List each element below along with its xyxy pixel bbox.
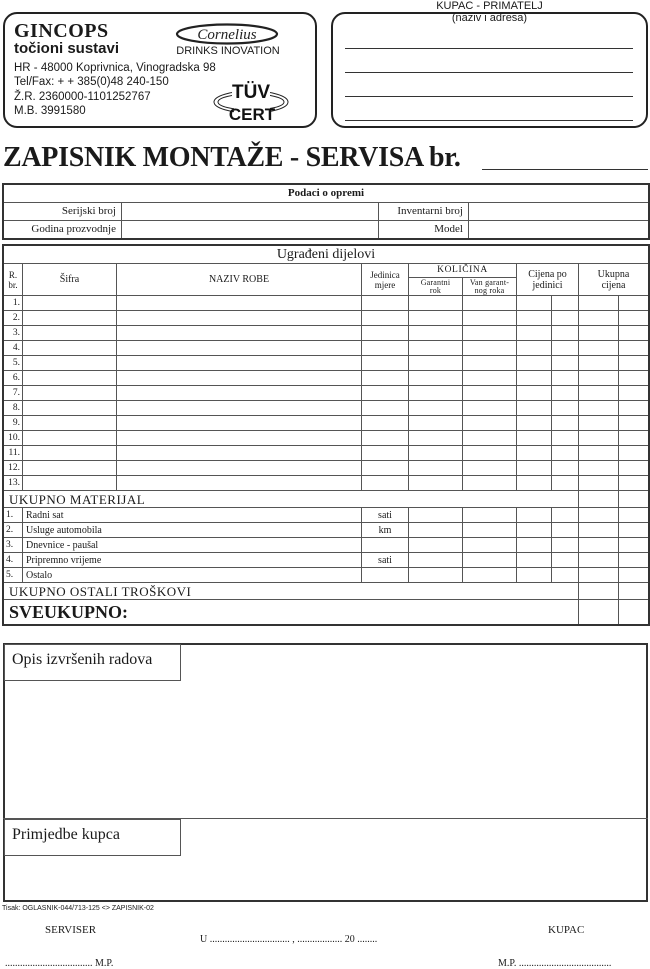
cijena-cell-b[interactable] xyxy=(552,296,579,311)
cijena-cell-b[interactable] xyxy=(552,446,579,461)
row-number: 2. xyxy=(4,311,23,326)
ukupna-cell-b[interactable] xyxy=(619,371,649,386)
service-label: Dnevnice - paušal xyxy=(23,538,362,553)
van-garancije-cell[interactable] xyxy=(463,461,517,476)
ukupna-cell-b[interactable] xyxy=(619,311,649,326)
sifra-cell[interactable] xyxy=(23,476,117,491)
row-number: 6. xyxy=(4,371,23,386)
ukupna-cell[interactable] xyxy=(579,371,619,386)
garantni-cell[interactable] xyxy=(409,523,463,538)
ukupna-cell-b[interactable] xyxy=(619,446,649,461)
buyer-line-3[interactable] xyxy=(345,96,633,97)
serviser-label: SERVISER xyxy=(45,924,97,936)
garantni-cell[interactable] xyxy=(409,341,463,356)
garantni-cell[interactable] xyxy=(409,416,463,431)
model-field[interactable] xyxy=(469,221,649,239)
garantni-cell[interactable] xyxy=(409,553,463,568)
total-other-value[interactable] xyxy=(579,583,619,600)
service-unit: sati xyxy=(362,553,409,568)
row-number: 4. xyxy=(4,341,23,356)
jedinica-cell[interactable] xyxy=(362,401,409,416)
cijena-cell-b[interactable] xyxy=(552,371,579,386)
van-garancije-cell[interactable] xyxy=(463,508,517,523)
service-number: 3. xyxy=(4,538,23,553)
page-title: ZAPISNIK MONTAŽE - SERVISA br. xyxy=(3,142,461,173)
buyer-subtitle: (naziv i adresa) xyxy=(451,12,528,24)
sifra-cell[interactable] xyxy=(23,296,117,311)
ukupna-cell-b[interactable] xyxy=(619,431,649,446)
cijena-cell[interactable] xyxy=(517,401,552,416)
table-row xyxy=(4,326,649,341)
buyer-line-2[interactable] xyxy=(345,72,633,73)
table-row xyxy=(4,296,649,311)
cijena-cell[interactable] xyxy=(517,431,552,446)
table-row xyxy=(4,386,649,401)
van-garancije-cell[interactable] xyxy=(463,538,517,553)
naziv-cell[interactable] xyxy=(117,326,362,341)
cijena-cell-b[interactable] xyxy=(552,508,579,523)
ukupna-cell-b[interactable] xyxy=(619,568,649,583)
service-label: Usluge automobila xyxy=(23,523,362,538)
service-number: 5. xyxy=(4,568,23,583)
garantni-cell[interactable] xyxy=(409,401,463,416)
naziv-cell[interactable] xyxy=(117,476,362,491)
total-material-value[interactable] xyxy=(579,491,619,508)
sifra-cell[interactable] xyxy=(23,401,117,416)
naziv-cell[interactable] xyxy=(117,341,362,356)
col-cijena xyxy=(517,264,579,296)
service-label: Radni sat xyxy=(23,508,362,523)
garantni-cell[interactable] xyxy=(409,296,463,311)
table-row xyxy=(4,311,649,326)
cijena-cell[interactable] xyxy=(517,446,552,461)
van-garancije-cell[interactable] xyxy=(463,431,517,446)
document-number-field[interactable] xyxy=(482,169,648,170)
col-kolicina: KOLIČINA xyxy=(409,264,517,278)
cijena-cell[interactable] xyxy=(517,476,552,491)
sifra-cell[interactable] xyxy=(23,356,117,371)
naziv-cell[interactable] xyxy=(117,386,362,401)
ukupna-cell[interactable] xyxy=(579,538,619,553)
jedinica-cell[interactable] xyxy=(362,461,409,476)
col-ukupna-line1: Ukupna xyxy=(597,268,630,280)
cijena-cell-b[interactable] xyxy=(552,386,579,401)
garantni-cell[interactable] xyxy=(409,371,463,386)
sifra-cell[interactable] xyxy=(23,461,117,476)
remarks-label: Primjedbe kupca xyxy=(4,819,181,856)
ukupna-cell-b[interactable] xyxy=(619,508,649,523)
place-date-field[interactable]: U ................................ , .................. 20 ........ xyxy=(200,934,378,945)
van-garancije-cell[interactable] xyxy=(463,476,517,491)
ukupna-cell-b[interactable] xyxy=(619,386,649,401)
partner-tagline: DRINKS INOVATION xyxy=(176,45,280,57)
total-other-costs-label: UKUPNO OSTALI TROŠKOVI xyxy=(4,583,579,600)
cijena-cell[interactable] xyxy=(517,508,552,523)
buyer-line-1[interactable] xyxy=(345,48,633,49)
garantni-cell[interactable] xyxy=(409,538,463,553)
row-number: 11. xyxy=(4,446,23,461)
cornelius-logo-icon xyxy=(175,22,279,46)
table-row xyxy=(4,416,649,431)
garantni-cell[interactable] xyxy=(409,386,463,401)
cijena-cell[interactable] xyxy=(517,386,552,401)
ukupna-cell[interactable] xyxy=(579,508,619,523)
van-garancije-cell[interactable] xyxy=(463,311,517,326)
company-address: HR - 48000 Koprivnica, Vinogradska 98 xyxy=(14,62,216,74)
van-garancije-cell[interactable] xyxy=(463,553,517,568)
ukupna-cell-b[interactable] xyxy=(619,341,649,356)
col-garantni-line2: rok xyxy=(429,285,442,295)
ukupna-cell-b[interactable] xyxy=(619,553,649,568)
garantni-cell[interactable] xyxy=(409,326,463,341)
row-number: 13. xyxy=(4,476,23,491)
service-unit xyxy=(362,538,409,553)
jedinica-cell[interactable] xyxy=(362,386,409,401)
inventory-label: Inventarni broj xyxy=(379,203,469,221)
cijena-cell[interactable] xyxy=(517,553,552,568)
parts-header: Ugrađeni dijelovi xyxy=(4,246,649,264)
cijena-cell-b[interactable] xyxy=(552,416,579,431)
sifra-cell[interactable] xyxy=(23,311,117,326)
ukupna-cell[interactable] xyxy=(579,553,619,568)
company-tagline: točioni sustavi xyxy=(14,40,120,57)
year-label: Godina prozvodnje xyxy=(4,221,122,239)
remarks-field[interactable] xyxy=(182,820,646,900)
col-sifra: Šifra xyxy=(23,264,117,296)
garantni-cell[interactable] xyxy=(409,311,463,326)
cijena-cell[interactable] xyxy=(517,371,552,386)
cijena-cell[interactable] xyxy=(517,296,552,311)
col-jedinica-line1: Jedinica xyxy=(370,269,400,280)
serviser-signature-field[interactable]: ................................... M.P. xyxy=(5,958,114,969)
naziv-cell[interactable] xyxy=(117,461,362,476)
service-row xyxy=(4,508,649,523)
cijena-cell[interactable] xyxy=(517,538,552,553)
sifra-cell[interactable] xyxy=(23,341,117,356)
naziv-cell[interactable] xyxy=(117,446,362,461)
company-mb: M.B. 3991580 xyxy=(14,105,86,117)
service-number: 1. xyxy=(4,508,23,523)
van-garancije-cell[interactable] xyxy=(463,386,517,401)
col-cijena-line2: jedinici xyxy=(532,279,563,291)
ukupna-cell[interactable] xyxy=(579,311,619,326)
col-van-line1: Van garant- xyxy=(469,277,510,287)
col-garantni xyxy=(409,278,463,296)
ukupna-cell[interactable] xyxy=(579,461,619,476)
ukupna-cell-b[interactable] xyxy=(619,461,649,476)
cijena-cell-b[interactable] xyxy=(552,341,579,356)
kupac-signature-field[interactable]: M.P. ..................................... xyxy=(498,958,612,969)
service-unit xyxy=(362,568,409,583)
svg-text:TÜV: TÜV xyxy=(232,82,270,103)
company-zr: Ž.R. 2360000-1101252767 xyxy=(14,91,151,103)
tuv-cert-logo-icon xyxy=(212,78,290,122)
equipment-header: Podaci o opremi xyxy=(4,185,649,203)
table-row xyxy=(4,356,649,371)
col-ukupna-line2: cijena xyxy=(601,279,626,291)
jedinica-cell[interactable] xyxy=(362,446,409,461)
ukupna-cell[interactable] xyxy=(579,431,619,446)
service-row xyxy=(4,538,649,553)
total-material-label: UKUPNO MATERIJAL xyxy=(4,491,579,508)
sifra-cell[interactable] xyxy=(23,416,117,431)
sifra-cell[interactable] xyxy=(23,371,117,386)
sifra-cell[interactable] xyxy=(23,431,117,446)
total-other-value-b[interactable] xyxy=(619,583,649,600)
sifra-cell[interactable] xyxy=(23,446,117,461)
service-row xyxy=(4,553,649,568)
cijena-cell[interactable] xyxy=(517,341,552,356)
col-jedinica xyxy=(362,264,409,296)
ukupna-cell-b[interactable] xyxy=(619,296,649,311)
jedinica-cell[interactable] xyxy=(362,311,409,326)
col-naziv: NAZIV ROBE xyxy=(117,264,362,296)
cijena-cell[interactable] xyxy=(517,568,552,583)
garantni-cell[interactable] xyxy=(409,476,463,491)
service-number: 2. xyxy=(4,523,23,538)
row-number: 7. xyxy=(4,386,23,401)
van-garancije-cell[interactable] xyxy=(463,416,517,431)
cijena-cell[interactable] xyxy=(517,356,552,371)
print-info: Tisak: OGLASNIK-044/713-125 <> ZAPISNIK-02 xyxy=(2,905,154,912)
grand-total-value-b[interactable] xyxy=(619,600,649,625)
ukupna-cell[interactable] xyxy=(579,341,619,356)
ukupna-cell-b[interactable] xyxy=(619,356,649,371)
jedinica-cell[interactable] xyxy=(362,341,409,356)
buyer-title-text: KUPAC - PRIMATELJ xyxy=(436,0,543,12)
row-number: 1. xyxy=(4,296,23,311)
ukupna-cell[interactable] xyxy=(579,446,619,461)
serial-label: Serijski broj xyxy=(4,203,122,221)
sifra-cell[interactable] xyxy=(23,386,117,401)
grand-total-label: SVEUKUPNO: xyxy=(4,600,579,625)
col-van-garancije xyxy=(463,278,517,296)
table-row xyxy=(4,371,649,386)
col-cijena-line1: Cijena po xyxy=(528,268,567,280)
sifra-cell[interactable] xyxy=(23,326,117,341)
ukupna-cell[interactable] xyxy=(579,296,619,311)
total-material-value-b[interactable] xyxy=(619,491,649,508)
works-field[interactable] xyxy=(182,645,646,817)
row-number: 3. xyxy=(4,326,23,341)
parts-rows xyxy=(4,296,649,491)
table-row xyxy=(4,476,649,491)
table-row xyxy=(4,431,649,446)
garantni-cell[interactable] xyxy=(409,431,463,446)
ukupna-cell[interactable] xyxy=(579,476,619,491)
service-row xyxy=(4,523,649,538)
ukupna-cell[interactable] xyxy=(579,326,619,341)
cijena-cell-b[interactable] xyxy=(552,326,579,341)
jedinica-cell[interactable] xyxy=(362,296,409,311)
cijena-cell-b[interactable] xyxy=(552,553,579,568)
row-number: 9. xyxy=(4,416,23,431)
table-row xyxy=(4,446,649,461)
cijena-cell-b[interactable] xyxy=(552,401,579,416)
ukupna-cell-b[interactable] xyxy=(619,401,649,416)
serial-field[interactable] xyxy=(122,203,379,221)
cijena-cell[interactable] xyxy=(517,461,552,476)
col-rbr xyxy=(4,264,23,296)
van-garancije-cell[interactable] xyxy=(463,523,517,538)
service-label: Ostalo xyxy=(23,568,362,583)
buyer-line-4[interactable] xyxy=(345,120,633,121)
cijena-cell[interactable] xyxy=(517,311,552,326)
van-garancije-cell[interactable] xyxy=(463,446,517,461)
col-rbr-line1: R. xyxy=(8,269,18,280)
naziv-cell[interactable] xyxy=(117,431,362,446)
col-van-line2: nog roka xyxy=(474,285,505,295)
ukupna-cell-b[interactable] xyxy=(619,476,649,491)
cijena-cell-b[interactable] xyxy=(552,431,579,446)
van-garancije-cell[interactable] xyxy=(463,341,517,356)
service-rows xyxy=(4,508,649,583)
company-telfax: Tel/Fax: + + 385(0)48 240-150 xyxy=(14,76,169,88)
cijena-cell-b[interactable] xyxy=(552,568,579,583)
cijena-cell-b[interactable] xyxy=(552,538,579,553)
svg-text:Cornelius: Cornelius xyxy=(197,27,257,43)
year-field[interactable] xyxy=(122,221,379,239)
van-garancije-cell[interactable] xyxy=(463,401,517,416)
inventory-field[interactable] xyxy=(469,203,649,221)
jedinica-cell[interactable] xyxy=(362,416,409,431)
cijena-cell-b[interactable] xyxy=(552,356,579,371)
ukupna-cell-b[interactable] xyxy=(619,326,649,341)
naziv-cell[interactable] xyxy=(117,371,362,386)
col-ukupna xyxy=(579,264,649,296)
van-garancije-cell[interactable] xyxy=(463,371,517,386)
buyer-title xyxy=(331,0,648,24)
jedinica-cell[interactable] xyxy=(362,356,409,371)
parts-table xyxy=(3,245,649,625)
row-number: 10. xyxy=(4,431,23,446)
van-garancije-cell[interactable] xyxy=(463,326,517,341)
row-number: 12. xyxy=(4,461,23,476)
table-row xyxy=(4,461,649,476)
ukupna-cell-b[interactable] xyxy=(619,538,649,553)
model-label: Model xyxy=(379,221,469,239)
cijena-cell-b[interactable] xyxy=(552,476,579,491)
naziv-cell[interactable] xyxy=(117,296,362,311)
ukupna-cell[interactable] xyxy=(579,523,619,538)
cijena-cell-b[interactable] xyxy=(552,311,579,326)
service-label: Pripremno vrijeme xyxy=(23,553,362,568)
garantni-cell[interactable] xyxy=(409,508,463,523)
cijena-cell[interactable] xyxy=(517,523,552,538)
cijena-cell[interactable] xyxy=(517,326,552,341)
service-row xyxy=(4,568,649,583)
van-garancije-cell[interactable] xyxy=(463,356,517,371)
ukupna-cell[interactable] xyxy=(579,386,619,401)
svg-text:CERT: CERT xyxy=(228,105,276,122)
row-number: 5. xyxy=(4,356,23,371)
jedinica-cell[interactable] xyxy=(362,476,409,491)
service-unit: km xyxy=(362,523,409,538)
ukupna-cell[interactable] xyxy=(579,401,619,416)
garantni-cell[interactable] xyxy=(409,446,463,461)
naziv-cell[interactable] xyxy=(117,416,362,431)
row-number: 8. xyxy=(4,401,23,416)
naziv-cell[interactable] xyxy=(117,401,362,416)
naziv-cell[interactable] xyxy=(117,311,362,326)
col-jedinica-line2: mjere xyxy=(374,279,396,290)
garantni-cell[interactable] xyxy=(409,356,463,371)
service-unit: sati xyxy=(362,508,409,523)
company-name: GINCOPS xyxy=(14,20,109,42)
col-rbr-line2: br. xyxy=(8,279,18,290)
buyer-box xyxy=(331,12,648,128)
ukupna-cell[interactable] xyxy=(579,356,619,371)
table-row xyxy=(4,401,649,416)
equipment-table xyxy=(3,184,649,239)
jedinica-cell[interactable] xyxy=(362,326,409,341)
garantni-cell[interactable] xyxy=(409,568,463,583)
grand-total-value[interactable] xyxy=(579,600,619,625)
works-label: Opis izvršenih radova xyxy=(4,644,181,681)
ukupna-cell-b[interactable] xyxy=(619,416,649,431)
ukupna-cell[interactable] xyxy=(579,416,619,431)
ukupna-cell[interactable] xyxy=(579,568,619,583)
cijena-cell[interactable] xyxy=(517,416,552,431)
jedinica-cell[interactable] xyxy=(362,371,409,386)
jedinica-cell[interactable] xyxy=(362,431,409,446)
cijena-cell-b[interactable] xyxy=(552,461,579,476)
garantni-cell[interactable] xyxy=(409,461,463,476)
kupac-label: KUPAC xyxy=(548,924,585,936)
ukupna-cell-b[interactable] xyxy=(619,523,649,538)
cijena-cell-b[interactable] xyxy=(552,523,579,538)
van-garancije-cell[interactable] xyxy=(463,568,517,583)
col-garantni-line1: Garantni xyxy=(420,277,451,287)
service-number: 4. xyxy=(4,553,23,568)
van-garancije-cell[interactable] xyxy=(463,296,517,311)
naziv-cell[interactable] xyxy=(117,356,362,371)
table-row xyxy=(4,341,649,356)
